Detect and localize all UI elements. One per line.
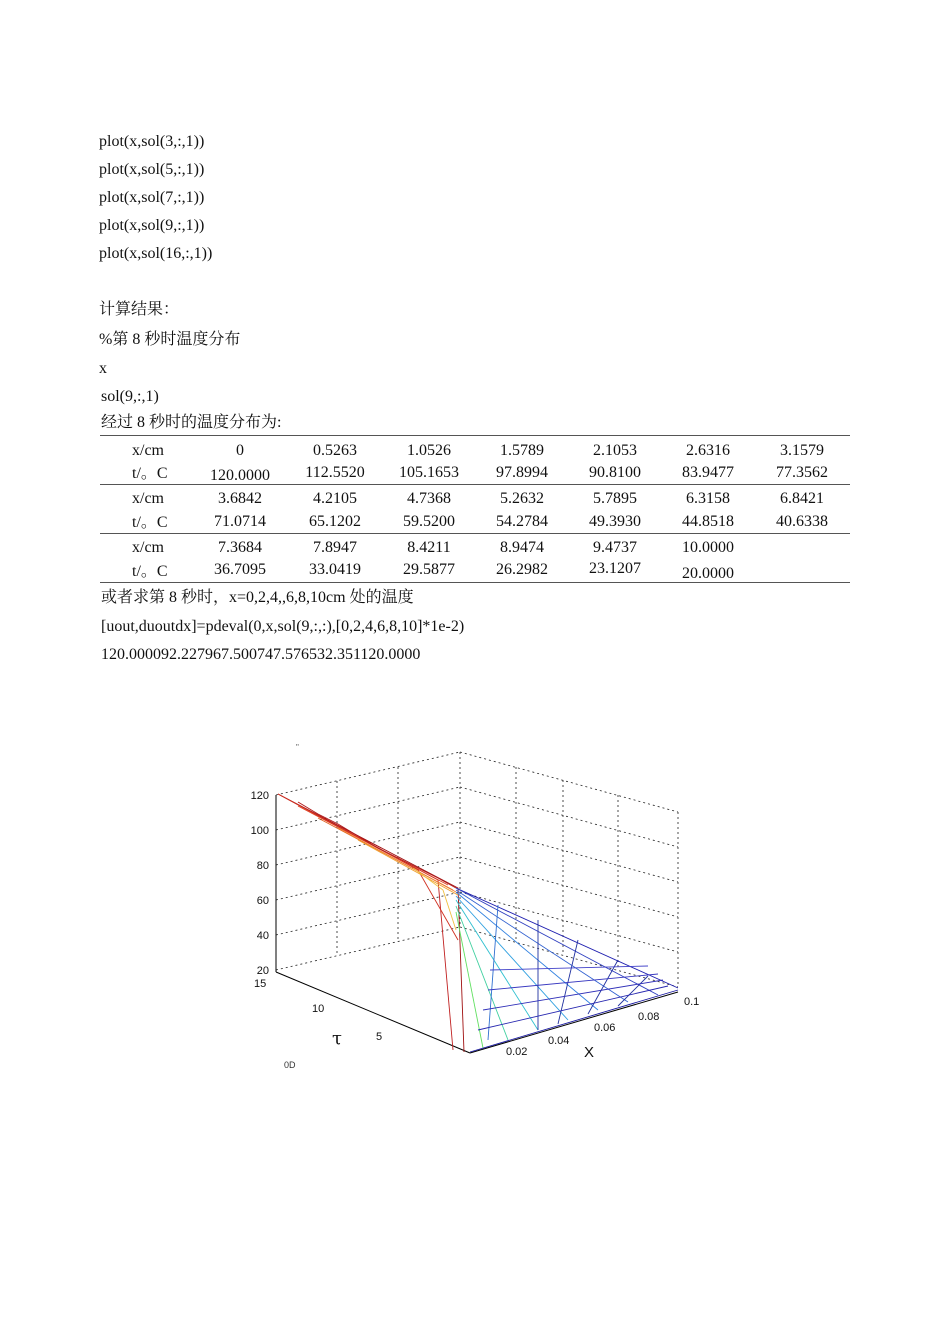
t-cell: 65.1202	[309, 513, 361, 530]
t-header: t/。C	[132, 514, 168, 531]
t-cell: 26.2982	[496, 561, 548, 578]
x-cell: 2.6316	[686, 442, 730, 459]
x-header: x/cm	[132, 442, 164, 459]
result-heading: 计算结果：	[99, 301, 180, 318]
code-line: plot(x,sol(5,:,1))	[99, 161, 205, 178]
t-tick-labels	[254, 978, 382, 1043]
x-cell: 8.9474	[500, 539, 544, 556]
x-cell: 4.2105	[313, 490, 357, 507]
t-header: t/。C	[132, 465, 168, 482]
x-cell: 4.7368	[407, 490, 451, 507]
z-tick-label: 100	[250, 825, 269, 837]
origin-label: 0D	[284, 1060, 296, 1070]
t-tick-label: 5	[376, 1031, 383, 1043]
t-cell: 71.0714	[214, 513, 266, 530]
t-cell: 40.6338	[776, 513, 828, 530]
surface-plot	[238, 740, 718, 1080]
table-row	[100, 435, 850, 484]
code-line: plot(x,sol(3,:,1))	[99, 133, 205, 150]
z-tick-label: 60	[256, 895, 269, 907]
x-tick-labels	[506, 996, 699, 1058]
t-cell: 33.0419	[309, 561, 361, 578]
comment-line: %第 8 秒时温度分布	[99, 331, 241, 348]
t-cell: 59.5200	[403, 513, 455, 530]
t-cell: 120.0000	[210, 467, 270, 484]
z-tick-labels	[251, 790, 269, 977]
t-cell: 105.1653	[399, 464, 459, 481]
temperature-table	[100, 435, 850, 583]
t-header: t/。C	[132, 563, 168, 580]
surface-mesh-red	[278, 794, 464, 1052]
t-cell: 49.3930	[589, 513, 641, 530]
x-tick-label: 0.06	[594, 1022, 616, 1034]
t-tick-label: 15	[254, 978, 267, 990]
plot-axes	[276, 795, 678, 1053]
x-cell: 6.8421	[780, 490, 824, 507]
variable-sol: sol(9,:,1)	[101, 388, 159, 405]
t-cell: 90.8100	[589, 464, 641, 481]
t-cell: 23.1207	[589, 560, 641, 577]
x-cell: 1.0526	[407, 442, 451, 459]
x-cell: 7.8947	[313, 539, 357, 556]
t-cell: 20.0000	[682, 565, 734, 582]
x-cell: 3.6842	[218, 490, 262, 507]
t-cell: 83.9477	[682, 464, 734, 481]
surface-mesh-blue	[456, 888, 678, 1052]
x-tick-label: 0.1	[684, 996, 700, 1008]
code-line: plot(x,sol(16,:,1))	[99, 245, 213, 262]
x-cell: 5.7895	[593, 490, 637, 507]
x-header: x/cm	[132, 539, 164, 556]
z-tick-label: 40	[256, 930, 269, 942]
table-row	[100, 533, 850, 583]
pdeval-result: 120.000092.227967.500747.576532.351120.0000	[101, 646, 421, 663]
t-cell: 36.7095	[214, 561, 266, 578]
x-cell: 7.3684	[218, 539, 262, 556]
x-header: x/cm	[132, 490, 164, 507]
x-cell: 0	[236, 442, 244, 459]
z-tick-label: 20	[256, 965, 269, 977]
table-row	[100, 484, 850, 533]
pdeval-command: [uout,duoutdx]=pdeval(0,x,sol(9,:,:),[0,2,4,6,8,10]*1e-2)	[101, 618, 465, 635]
z-tick-label: 120	[250, 790, 269, 802]
alt-question-line: 或者求第 8 秒时，x=0,2,4,,6,8,10cm 处的温度	[101, 589, 414, 606]
plot-box-gridlines	[276, 752, 678, 987]
t-cell: 44.8518	[682, 513, 734, 530]
t-cell: 112.5520	[305, 464, 365, 481]
x-cell: 5.2632	[500, 490, 544, 507]
code-line: plot(x,sol(9,:,1))	[99, 217, 205, 234]
x-tick-label: 0.04	[548, 1035, 570, 1047]
x-axis-label: X	[584, 1044, 595, 1061]
t-cell: 77.3562	[776, 464, 828, 481]
x-cell: 1.5789	[500, 442, 544, 459]
x-cell: 0.5263	[313, 442, 357, 459]
table-caption: 经过 8 秒时的温度分布为:	[101, 414, 282, 431]
x-cell: 9.4737	[593, 539, 637, 556]
t-tick-label: 10	[312, 1003, 325, 1015]
t-cell: 54.2784	[496, 513, 548, 530]
t-cell: 29.5877	[403, 561, 455, 578]
x-tick-label: 0.02	[506, 1046, 528, 1058]
code-line: plot(x,sol(7,:,1))	[99, 189, 205, 206]
z-tick-label: 80	[256, 860, 269, 872]
x-tick-label: 0.08	[638, 1011, 660, 1023]
x-cell: 10.0000	[682, 539, 734, 556]
x-cell: 8.4211	[407, 539, 451, 556]
x-cell: 3.1579	[780, 442, 824, 459]
variable-x: x	[99, 360, 107, 377]
x-cell: 2.1053	[593, 442, 637, 459]
t-cell: 97.8994	[496, 464, 548, 481]
corner-mark: "	[296, 743, 299, 752]
t-axis-label: τ	[332, 1028, 342, 1049]
x-cell: 6.3158	[686, 490, 730, 507]
